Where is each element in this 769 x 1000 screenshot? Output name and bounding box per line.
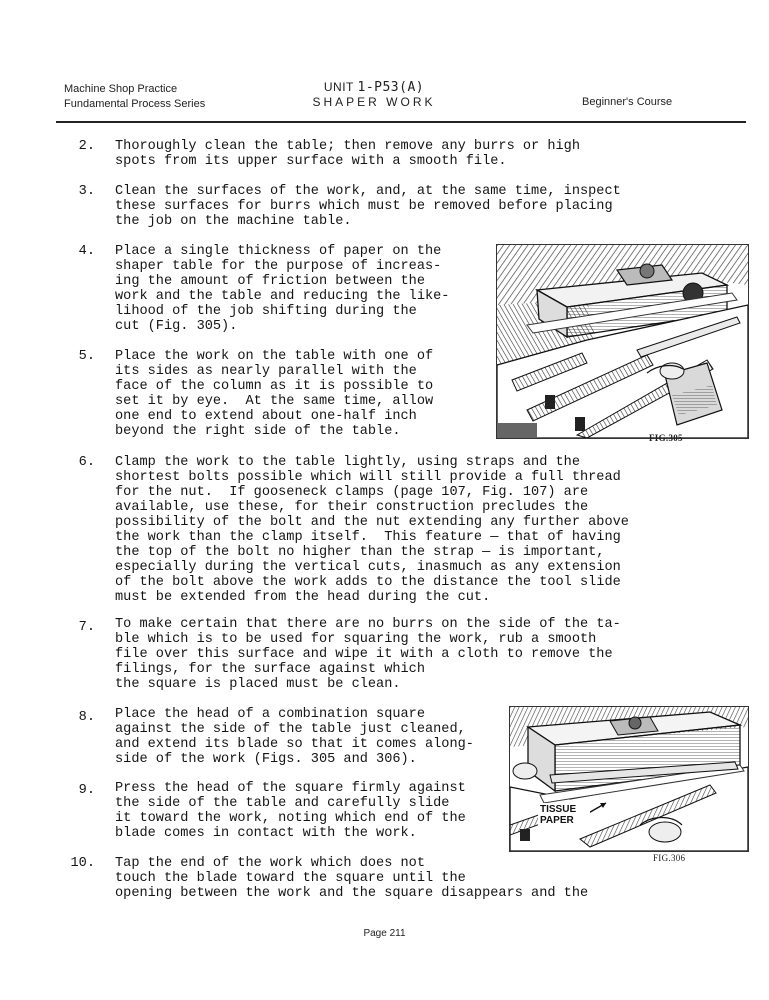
unit-prefix: UNIT (323, 80, 354, 94)
step-line: ble which is to be used for squaring the work, rub a smooth (115, 632, 597, 647)
figure-305-illustration (496, 244, 749, 439)
step-number: 4. (78, 244, 95, 259)
step-line: the top of the bolt no higher than the strap — is important, (115, 545, 605, 560)
unit-code: 1-P53(A) (357, 80, 425, 95)
series-title (64, 82, 205, 112)
step-line: one end to extend about one-half inch (115, 409, 417, 424)
figure-306-illustration (509, 706, 749, 852)
step-line: especially during the vertical cuts, inasmuch as any extension (115, 560, 621, 575)
figure-305-caption: FIG.305 (649, 433, 683, 443)
step-line: Place the work on the table with one of (115, 349, 434, 364)
step-line: for the nut. If gooseneck clamps (page 107, Fig. 107) are (115, 485, 589, 500)
step-number: 8. (78, 710, 95, 725)
step-line: the side of the table and carefully slide (115, 796, 450, 811)
step-line: Place a single thickness of paper on the (115, 244, 442, 259)
step-line: available, use these, for their construction precludes the (115, 500, 589, 515)
step-line: the square is placed must be clean. (115, 677, 401, 692)
step-line: Clamp the work to the table lightly, using straps and the (115, 455, 580, 470)
step-line: face of the column as it is possible to (115, 379, 434, 394)
step-line: filings, for the surface against which (115, 662, 425, 677)
step-line: Tap the end of the work which does not (115, 856, 425, 871)
unit-block (300, 80, 448, 110)
step-number: 3. (78, 184, 95, 199)
header-rule (56, 121, 746, 123)
page-header (0, 0, 769, 124)
page-number: Page 211 (363, 928, 406, 939)
step-line: beyond the right side of the table. (115, 424, 401, 439)
shaper-table-drawing (497, 245, 748, 438)
step-line: against the side of the table just cleaned, (115, 722, 466, 737)
step-line: Press the head of the square firmly against (115, 781, 466, 796)
series-line-2: Fundamental Process Series (64, 98, 206, 110)
step-number: 9. (78, 783, 95, 798)
step-line: and extend its blade so that it comes along- (115, 737, 474, 752)
step-number: 2. (78, 139, 95, 154)
tissue-paper-callout (540, 804, 576, 826)
unit-line (300, 80, 448, 95)
step-line: it toward the work, noting which end of the (115, 811, 466, 826)
step-number: 5. (78, 349, 95, 364)
callout-line-1: TISSUE (540, 804, 577, 815)
step-line: must be extended from the head during the cut. (115, 590, 491, 605)
step-line: Place the head of a combination square (115, 707, 425, 722)
step-number: 7. (78, 620, 95, 635)
step-line: the job on the machine table. (115, 214, 352, 229)
step-line: Clean the surfaces of the work, and, at the same time, inspect (115, 184, 621, 199)
step-line: spots from its upper surface with a smooth file. (115, 154, 507, 169)
callout-line-2: PAPER (540, 815, 574, 826)
step-line: work and the table and reducing the like- (115, 289, 450, 304)
step-line: Thoroughly clean the table; then remove any burrs or high (115, 139, 580, 154)
step-line: the work than the clamp itself. This feature — that of having (115, 530, 621, 545)
step-line: cut (Fig. 305). (115, 319, 238, 334)
step-line: shaper table for the purpose of increas- (115, 259, 442, 274)
step-line: set it by eye. At the same time, allow (115, 394, 434, 409)
step-line: To make certain that there are no burrs on the side of the ta- (115, 617, 621, 632)
tissue-paper-drawing (510, 707, 748, 851)
step-line: opening between the work and the square disappears and the (115, 886, 589, 901)
step-line: blade comes in contact with the work. (115, 826, 417, 841)
step-line: touch the blade toward the square until the (115, 871, 466, 886)
unit-title: SHAPER WORK (312, 95, 436, 109)
step-line: ing the amount of friction between the (115, 274, 425, 289)
step-line: of the bolt above the work adds to the distance the tool slide (115, 575, 621, 590)
step-line: possibility of the bolt and the nut extending any further above (115, 515, 629, 530)
course-label: Beginner's Course (582, 96, 673, 108)
step-line: these surfaces for burrs which must be removed before placing (115, 199, 613, 214)
step-line: lihood of the job shifting during the (115, 304, 417, 319)
step-line: shortest bolts possible which will still provide a full thread (115, 470, 621, 485)
step-number: 6. (78, 455, 95, 470)
series-line-1: Machine Shop Practice (64, 83, 178, 95)
step-line: its sides as nearly parallel with the (115, 364, 417, 379)
step-line: file over this surface and wipe it with a cloth to remove the (115, 647, 613, 662)
step-line: side of the work (Figs. 305 and 306). (115, 752, 417, 767)
step-number: 10. (70, 856, 95, 871)
figure-306-caption: FIG.306 (653, 853, 686, 863)
